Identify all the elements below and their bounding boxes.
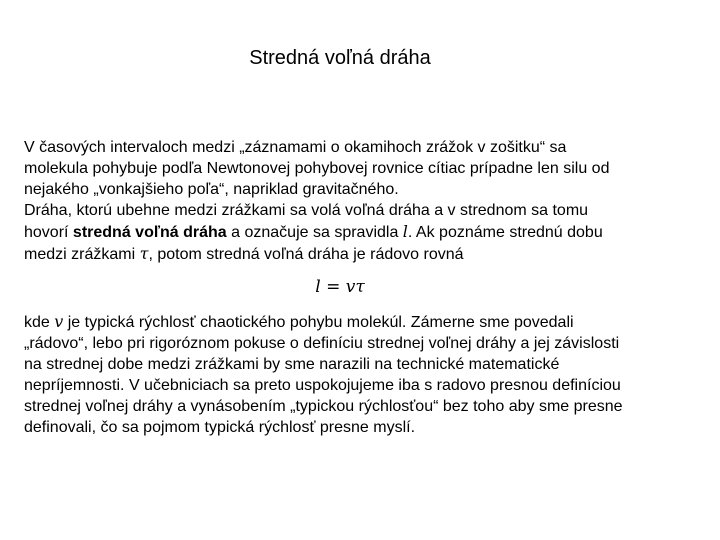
- text-line: [24, 243, 704, 265]
- text-fragment: hovorí: [24, 224, 73, 241]
- text-line: „rádovo“, lebo pri rigoróznom pokuse o definíciu strednej voľnej dráhy a jej závislosti: [24, 335, 620, 352]
- text-fragment: je typická rýchlosť chaotického pohybu molekúl. Zámerne sme povedali: [63, 314, 574, 331]
- paragraph-intro: [24, 137, 704, 265]
- text-line: [24, 311, 704, 333]
- text-fragment: , potom stredná voľná dráha je rádovo rovná: [148, 246, 464, 263]
- slide-title: Stredná voľná dráha: [249, 47, 431, 69]
- text-line: na strednej dobe medzi zrážkami by sme narazili na technické matematické: [24, 356, 560, 373]
- symbol-v: v: [54, 312, 64, 331]
- text-fragment: a označuje sa spravidla: [226, 224, 403, 241]
- formula-mean-free-path: l = vτ: [315, 277, 365, 297]
- paragraph-explanation: [24, 311, 704, 438]
- text-fragment: . Ak poznáme strednú dobu: [407, 224, 603, 241]
- text-line: nepríjemnosti. V učebniciach sa preto uspokojujeme iba s radovo presnou definíciou: [24, 377, 621, 394]
- symbol-l: l: [402, 222, 408, 241]
- text-line: definovali, čo sa pojmom typická rýchlosť presne myslí.: [24, 419, 416, 436]
- text-line: strednej voľnej dráhy a vynásobením „typickou rýchlosťou“ bez toho aby sme presne: [24, 398, 623, 415]
- text-fragment: kde: [24, 314, 55, 331]
- symbol-tau: τ: [139, 244, 149, 263]
- text-fragment: medzi zrážkami: [24, 246, 140, 263]
- term-bold: stredná voľná dráha: [72, 224, 227, 241]
- text-line: molekula pohybuje podľa Newtonovej pohybovej rovnice cítiac prípadne len silu od: [24, 160, 610, 177]
- text-line: [24, 221, 704, 243]
- text-line: V časových intervaloch medzi „záznamami o okamihoch zrážok v zošitku“ sa: [24, 139, 567, 156]
- text-line: Dráha, ktorú ubehne medzi zrážkami sa volá voľná dráha a v strednom sa tomu: [24, 202, 589, 219]
- text-line: nejakého „vonkajšieho poľa“, napriklad gravitačného.: [24, 181, 399, 198]
